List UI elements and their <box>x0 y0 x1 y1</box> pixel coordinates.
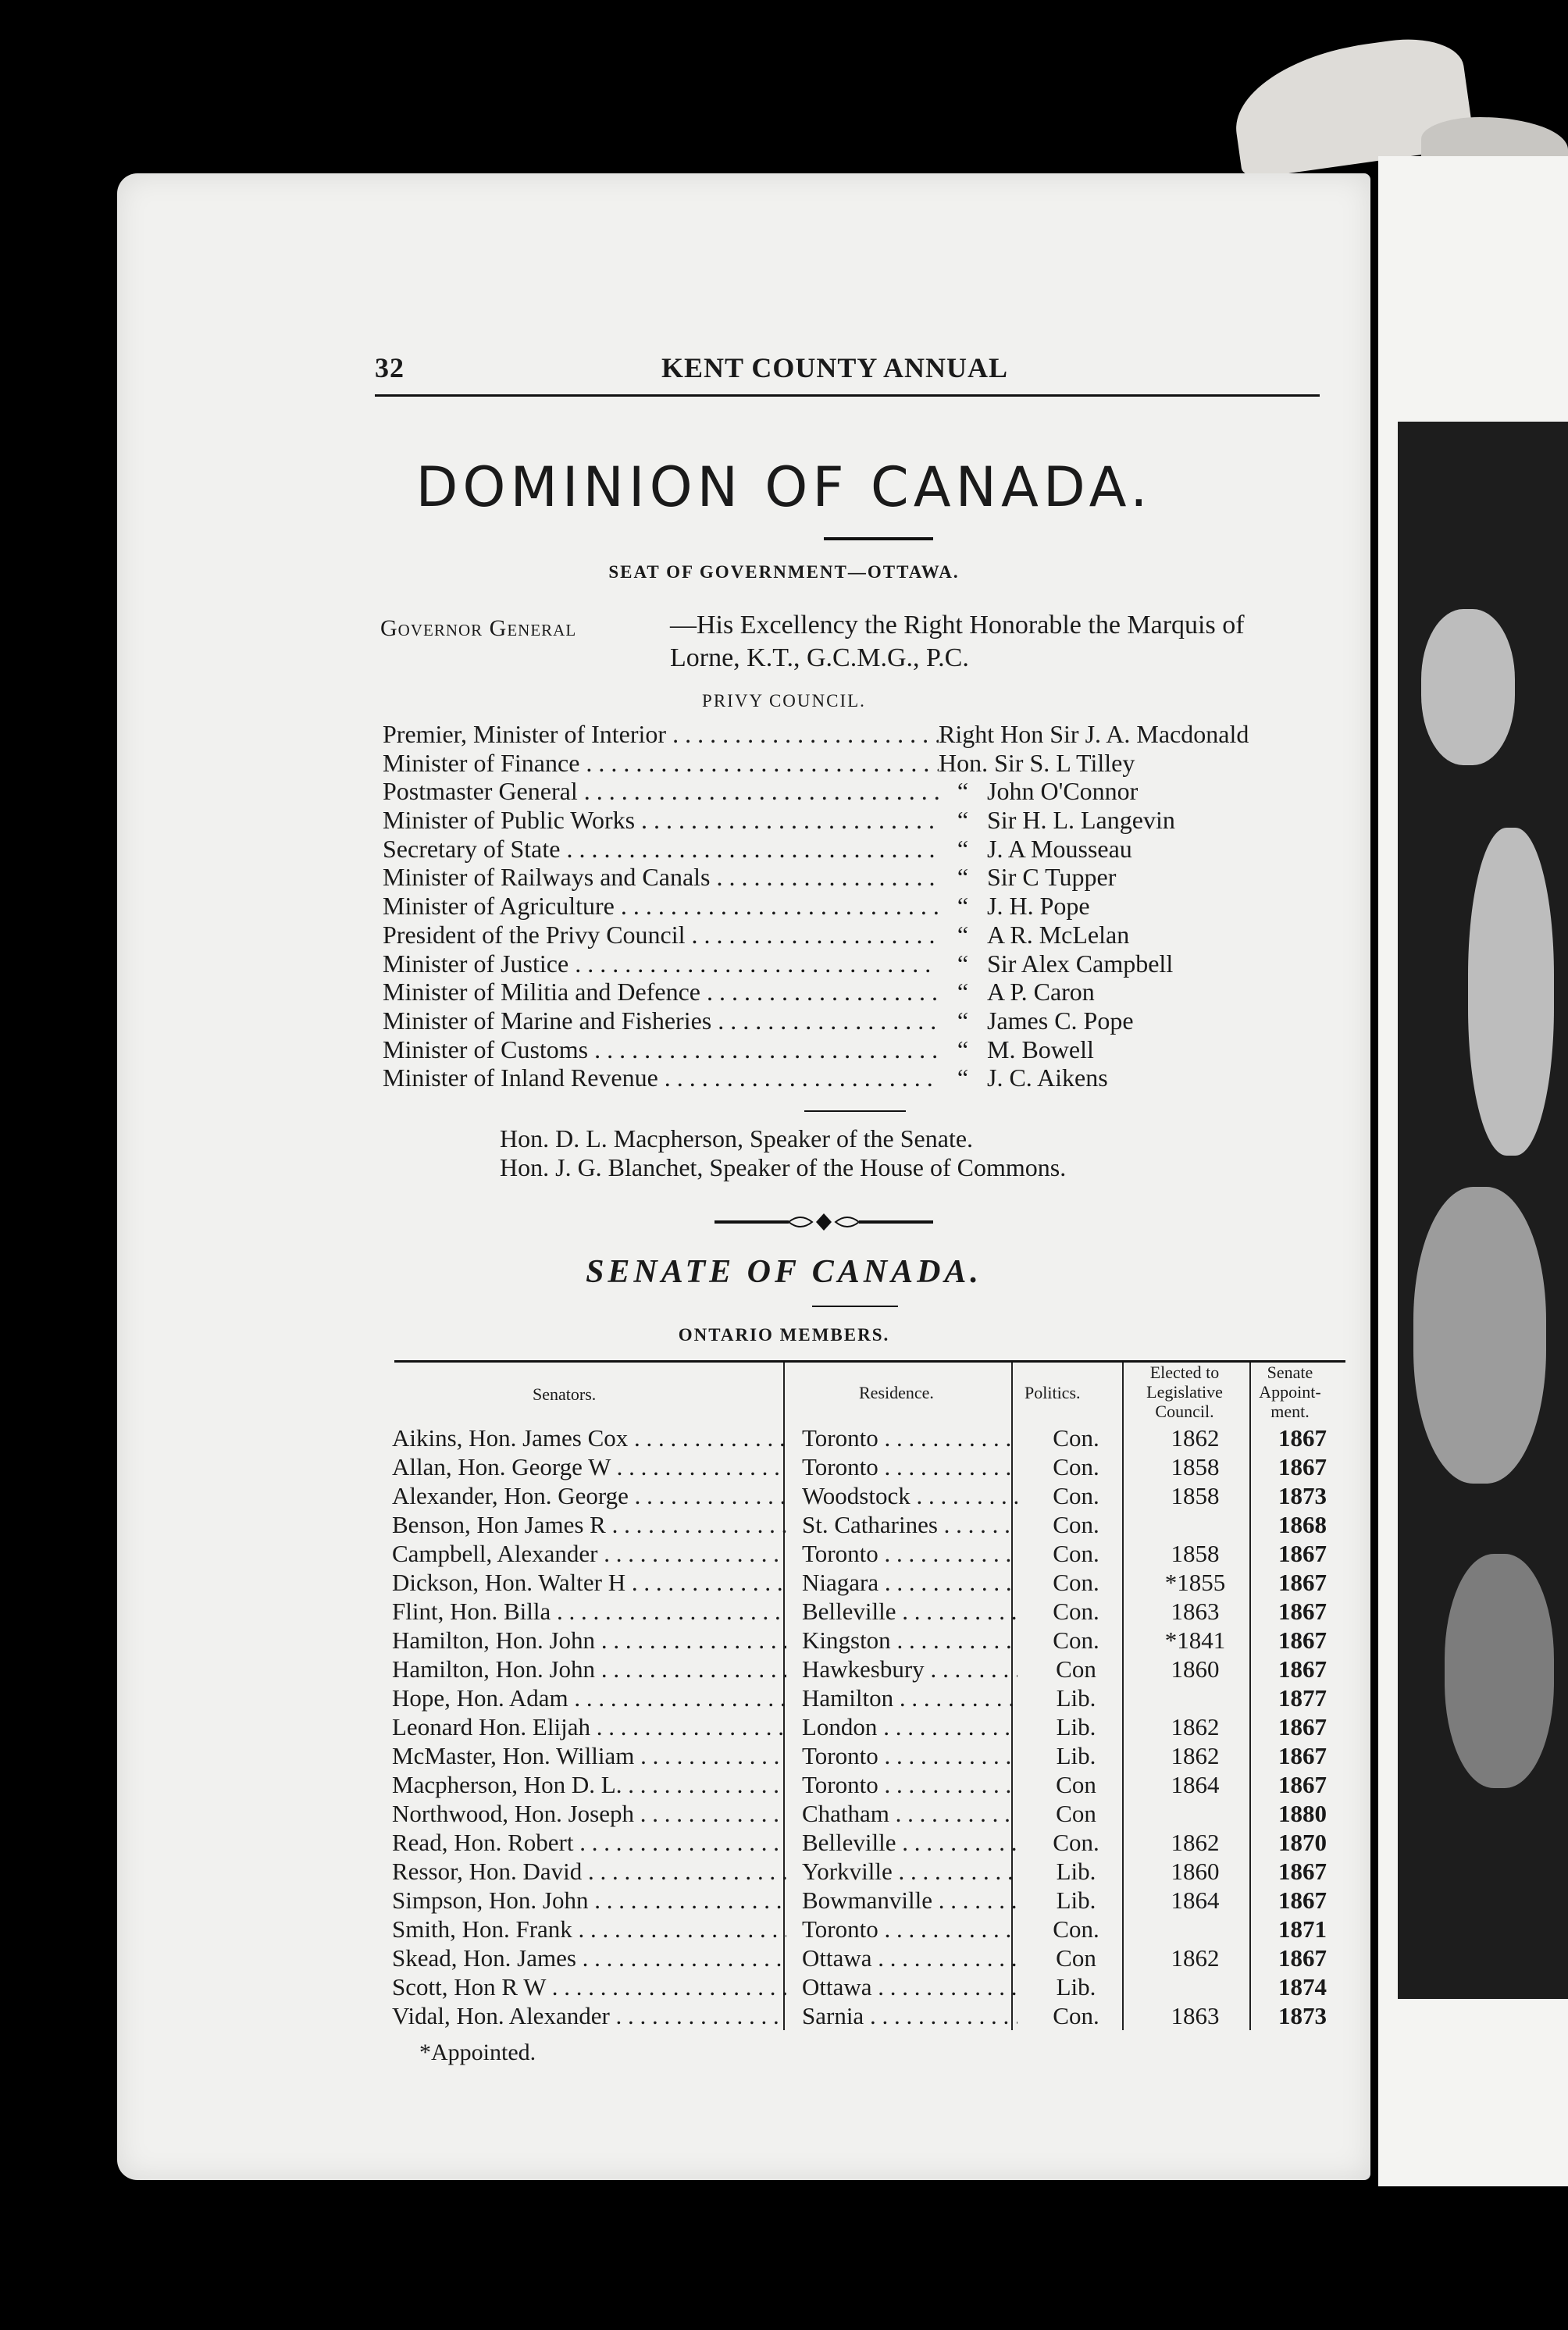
senator-name: Vidal, Hon. Alexander . . . <box>392 2002 786 2030</box>
ditto-mark: “ <box>957 949 969 978</box>
table-row <box>392 1626 1352 1655</box>
table-row <box>392 1973 1352 2002</box>
politics: Lib. <box>1056 1973 1096 2000</box>
residence: Toronto . . . <box>786 1540 1017 1568</box>
table-row <box>392 1598 1352 1626</box>
residence: Belleville . . . <box>786 1598 1017 1626</box>
politics: Con <box>1056 1655 1096 1683</box>
senator-name: Hamilton, Hon. John . . . <box>392 1626 786 1655</box>
col-header-residence: Residence. <box>859 1383 934 1402</box>
seat-of-government: SEAT OF GOVERNMENT—OTTAWA. <box>608 562 960 582</box>
footnote: *Appointed. <box>419 2040 536 2065</box>
council-row <box>383 1063 1351 1092</box>
table-row <box>392 1713 1352 1742</box>
residence: Toronto . . . <box>786 1742 1017 1770</box>
ditto-mark: “ <box>957 1006 969 1035</box>
ditto-mark: “ <box>957 978 969 1006</box>
appointment-year: 1868 <box>1278 1511 1327 1538</box>
senator-name: Allan, Hon. George W . . . <box>392 1453 786 1481</box>
residence: Toronto . . . <box>786 1453 1017 1481</box>
ditto-mark: “ <box>957 777 969 806</box>
appointment-header-line-1: Senate <box>1267 1363 1313 1382</box>
table-row <box>392 1771 1352 1800</box>
senator-name: Northwood, Hon. Joseph . . . <box>392 1800 786 1828</box>
office: Minister of Public Works . . . <box>383 806 939 835</box>
ditto-mark: “ <box>957 920 969 949</box>
appointment-year: 1880 <box>1278 1800 1327 1827</box>
ditto-mark: “ <box>957 863 969 892</box>
office: Premier, Minister of Interior . . . <box>383 720 939 749</box>
politics: Con <box>1056 1800 1096 1827</box>
residence: Ottawa . . . <box>786 1973 1017 2001</box>
elected-year: 1864 <box>1171 1771 1220 1798</box>
senator-name: Smith, Hon. Frank . . . <box>392 1915 786 1943</box>
politics: Con. <box>1053 1453 1099 1480</box>
table-row <box>392 1424 1352 1453</box>
holder: A P. Caron <box>987 978 1095 1006</box>
header-rule <box>375 394 1320 397</box>
appointment-year: 1877 <box>1278 1684 1327 1712</box>
appointment-year: 1867 <box>1278 1540 1327 1567</box>
elected-year: 1858 <box>1171 1540 1220 1567</box>
elected-header-line-1: Elected to <box>1149 1363 1220 1382</box>
appointment-year: 1867 <box>1278 1713 1327 1740</box>
title-rule <box>824 537 933 540</box>
table-row <box>392 1742 1352 1771</box>
running-title: KENT COUNTY ANNUAL <box>661 352 1009 383</box>
elected-year: 1858 <box>1171 1482 1220 1509</box>
appointment-year: 1873 <box>1278 2002 1327 2029</box>
residence: Yorkville . . . <box>786 1858 1017 1886</box>
ornament-divider <box>715 1210 933 1234</box>
governor-general-label: Governor General <box>380 615 577 641</box>
appointment-year: 1867 <box>1278 1569 1327 1596</box>
senator-name: Alexander, Hon. George . . . <box>392 1482 786 1510</box>
politics: Con. <box>1053 1511 1099 1538</box>
residence: Niagara . . . <box>786 1569 1017 1597</box>
office: Minister of Justice . . . <box>383 949 939 978</box>
table-row <box>392 1655 1352 1684</box>
table-row <box>392 1800 1352 1829</box>
residence: Hamilton . . . <box>786 1684 1017 1712</box>
residence: London . . . <box>786 1713 1017 1741</box>
appointment-year: 1867 <box>1278 1598 1327 1625</box>
ditto-mark: “ <box>957 1063 969 1092</box>
politics: Con <box>1056 1944 1096 1972</box>
elected-year: 1862 <box>1171 1944 1220 1972</box>
senator-name: Dickson, Hon. Walter H . . . <box>392 1569 786 1597</box>
office: President of the Privy Council . . . <box>383 921 939 949</box>
ontario-members-heading: ONTARIO MEMBERS. <box>678 1325 890 1345</box>
residence: Hawkesbury . . . <box>786 1655 1017 1683</box>
ditto-mark: “ <box>957 834 969 863</box>
elected-year: 1860 <box>1171 1655 1220 1683</box>
senator-name: Campbell, Alexander . . . <box>392 1540 786 1568</box>
governor-general-text <box>670 609 1342 675</box>
senator-name: Skead, Hon. James . . . <box>392 1944 786 1972</box>
politics: Lib. <box>1056 1713 1096 1740</box>
senator-name: Scott, Hon R W . . . <box>392 1973 786 2001</box>
council-row <box>383 921 1351 949</box>
politics: Con. <box>1053 1540 1099 1567</box>
col-header-senators: Senators. <box>533 1384 597 1404</box>
elected-year: 1863 <box>1171 1598 1220 1625</box>
senator-name: Simpson, Hon. John . . . <box>392 1886 786 1915</box>
office: Minister of Finance . . . <box>383 749 939 778</box>
appointment-year: 1867 <box>1278 1944 1327 1972</box>
ditto-mark: “ <box>957 892 969 921</box>
senator-name: Flint, Hon. Billa . . . <box>392 1598 786 1626</box>
elected-year: *1855 <box>1164 1569 1226 1596</box>
residence: Bowmanville . . . <box>786 1886 1017 1915</box>
elected-year: 1858 <box>1171 1453 1220 1480</box>
senator-name: Read, Hon. Robert . . . <box>392 1829 786 1857</box>
elected-year: *1841 <box>1164 1626 1226 1654</box>
appointment-year: 1874 <box>1278 1973 1327 2000</box>
speakers-rule <box>804 1110 906 1112</box>
holder: John O'Connor <box>987 777 1139 806</box>
appointment-year: 1873 <box>1278 1482 1327 1509</box>
senator-name: Aikins, Hon. James Cox . . . <box>392 1424 786 1452</box>
ditto-mark: “ <box>957 1035 969 1063</box>
politics: Lib. <box>1056 1858 1096 1885</box>
politics: Lib. <box>1056 1684 1096 1712</box>
senator-name: Ressor, Hon. David . . . <box>392 1858 786 1886</box>
holder: Sir Alex Campbell <box>987 949 1174 978</box>
senator-name: Hamilton, Hon. John . . . <box>392 1655 786 1683</box>
council-row <box>383 749 1351 778</box>
politics: Con. <box>1053 1915 1099 1943</box>
appointment-year: 1867 <box>1278 1742 1327 1769</box>
holder: James C. Pope <box>987 1006 1134 1035</box>
politics: Con <box>1056 1771 1096 1798</box>
council-row <box>383 978 1351 1006</box>
politics: Con. <box>1053 1626 1099 1654</box>
table-row <box>392 1684 1352 1713</box>
holder: M. Bowell <box>987 1035 1094 1063</box>
senator-name: Leonard Hon. Elijah . . . <box>392 1713 786 1741</box>
holder: J. A Mousseau <box>987 834 1132 863</box>
senator-name: McMaster, Hon. William . . . <box>392 1742 786 1770</box>
politics: Lib. <box>1056 1742 1096 1769</box>
residence: Ottawa . . . <box>786 1944 1017 1972</box>
table-row <box>392 1453 1352 1482</box>
table-row <box>392 1944 1352 1973</box>
appointment-year: 1867 <box>1278 1886 1327 1914</box>
office: Secretary of State . . . <box>383 835 939 864</box>
governor-general-line-2: Lorne, K.T., G.C.M.G., P.C. <box>670 643 969 672</box>
council-row <box>383 720 1351 749</box>
appointment-year: 1867 <box>1278 1626 1327 1654</box>
holder: A R. McLelan <box>987 920 1130 949</box>
council-row <box>383 835 1351 864</box>
elected-header-line-2: Legislative <box>1146 1382 1223 1402</box>
holder: Hon. Sir S. L Tilley <box>939 748 1135 777</box>
appointment-header-line-3: ment. <box>1270 1402 1310 1421</box>
privy-council-heading: PRIVY COUNCIL. <box>702 691 866 711</box>
table-row <box>392 2002 1352 2031</box>
residence: Toronto . . . <box>786 1424 1017 1452</box>
council-row <box>383 777 1351 806</box>
office: Postmaster General . . . <box>383 777 939 806</box>
residence: St. Catharines . . . <box>786 1511 1017 1539</box>
senators-table <box>392 1424 1352 2031</box>
residence: Chatham . . . <box>786 1800 1017 1828</box>
politics: Con. <box>1053 1598 1099 1625</box>
elected-year: 1862 <box>1171 1713 1220 1740</box>
office: Minister of Marine and Fisheries . . . <box>383 1006 939 1035</box>
appointment-year: 1867 <box>1278 1655 1327 1683</box>
politics: Con. <box>1053 1424 1099 1452</box>
politics: Con. <box>1053 1482 1099 1509</box>
council-row <box>383 1006 1351 1035</box>
table-row <box>392 1829 1352 1858</box>
residence: Woodstock . . . <box>786 1482 1017 1510</box>
ditto-mark: “ <box>957 806 969 835</box>
senator-name: Hope, Hon. Adam . . . <box>392 1684 786 1712</box>
appointment-year: 1870 <box>1278 1829 1327 1856</box>
senate-title: SENATE OF CANADA. <box>586 1254 982 1290</box>
holder: Sir C Tupper <box>987 863 1117 892</box>
council-row <box>383 949 1351 978</box>
senator-name: Macpherson, Hon D. L. . . . <box>392 1771 786 1799</box>
elected-header-line-3: Council. <box>1155 1402 1214 1421</box>
politics: Lib. <box>1056 1886 1096 1914</box>
residence: Sarnia . . . <box>786 2002 1017 2030</box>
politics: Con. <box>1053 1569 1099 1596</box>
speaker-senate: Hon. D. L. Macpherson, Speaker of the Senate. <box>500 1124 974 1153</box>
elected-year: 1863 <box>1171 2002 1220 2029</box>
facing-page-engraving <box>1398 422 1568 1999</box>
holder: Sir H. L. Langevin <box>987 806 1175 835</box>
appointment-header-line-2: Appoint- <box>1259 1382 1321 1402</box>
col-header-elected <box>1126 1363 1243 1421</box>
speakers <box>500 1124 1066 1182</box>
table-row <box>392 1886 1352 1915</box>
elected-year: 1860 <box>1171 1858 1220 1885</box>
council-row <box>383 806 1351 835</box>
appointment-year: 1871 <box>1278 1915 1327 1943</box>
office: Minister of Agriculture . . . <box>383 892 939 921</box>
holder: J. C. Aikens <box>987 1063 1108 1092</box>
table-row <box>392 1858 1352 1886</box>
privy-council-list <box>383 720 1351 1092</box>
residence: Toronto . . . <box>786 1915 1017 1943</box>
office: Minister of Railways and Canals . . . <box>383 863 939 892</box>
col-header-appointment <box>1243 1363 1337 1421</box>
appointment-year: 1867 <box>1278 1424 1327 1452</box>
table-row <box>392 1569 1352 1598</box>
page-number: 32 <box>375 352 404 383</box>
politics: Con. <box>1053 2002 1099 2029</box>
elected-year: 1862 <box>1171 1829 1220 1856</box>
table-row <box>392 1540 1352 1569</box>
residence: Belleville . . . <box>786 1829 1017 1857</box>
page-title: DOMINION OF CANADA. <box>415 455 1153 519</box>
council-row <box>383 892 1351 921</box>
holder: Right Hon Sir J. A. Macdonald <box>939 720 1249 748</box>
table-row <box>392 1511 1352 1540</box>
appointment-year: 1867 <box>1278 1858 1327 1885</box>
residence: Kingston . . . <box>786 1626 1017 1655</box>
residence: Toronto . . . <box>786 1771 1017 1799</box>
elected-year: 1862 <box>1171 1742 1220 1769</box>
senate-title-rule <box>812 1306 898 1307</box>
appointment-year: 1867 <box>1278 1771 1327 1798</box>
politics: Con. <box>1053 1829 1099 1856</box>
governor-general-line-1: —His Excellency the Right Honorable the Marquis of <box>670 611 1245 640</box>
table-row <box>392 1482 1352 1511</box>
senator-name: Benson, Hon James R . . . <box>392 1511 786 1539</box>
elected-year: 1864 <box>1171 1886 1220 1914</box>
holder: J. H. Pope <box>987 892 1090 921</box>
office: Minister of Militia and Defence . . . <box>383 978 939 1006</box>
office: Minister of Customs . . . <box>383 1035 939 1064</box>
col-header-politics: Politics. <box>1025 1383 1081 1402</box>
table-row <box>392 1915 1352 1944</box>
office: Minister of Inland Revenue . . . <box>383 1063 939 1092</box>
appointment-year: 1867 <box>1278 1453 1327 1480</box>
council-row <box>383 863 1351 892</box>
speaker-commons: Hon. J. G. Blanchet, Speaker of the House of Commons. <box>500 1153 1067 1181</box>
elected-year: 1862 <box>1171 1424 1220 1452</box>
council-row <box>383 1035 1351 1064</box>
